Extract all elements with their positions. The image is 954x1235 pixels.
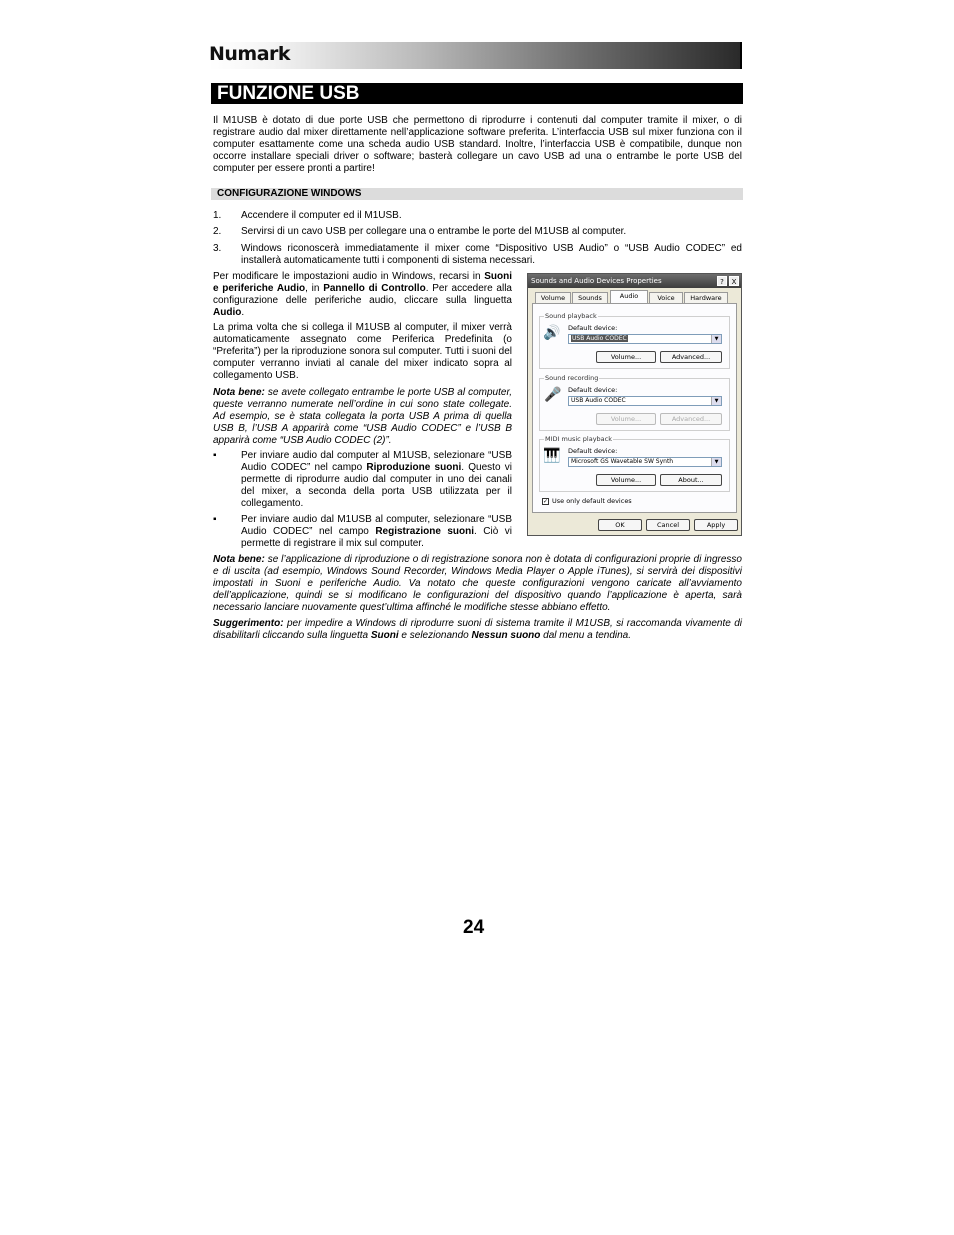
speaker-icon: 🔊 [543, 325, 561, 341]
recording-volume-button[interactable]: Volume... [596, 413, 656, 425]
sounds-audio-dialog [527, 273, 742, 536]
chevron-down-icon: ▼ [711, 458, 721, 466]
playback-group [539, 312, 730, 369]
tab-hardware[interactable]: Hardware [684, 292, 728, 303]
close-icon[interactable]: X [729, 276, 739, 286]
page-number: 24 [463, 917, 485, 938]
only-default-checkbox[interactable]: ✓ [543, 498, 549, 505]
only-default-label: Use only default devices [552, 497, 632, 505]
bullet-2-text: Per inviare audio dal M1USB al computer, selezionare “USB Audio CODEC” nel campo Registrazione suoni. Ciò vi permette di registrare il mix sul computer. [241, 514, 512, 549]
header-bar [209, 42, 742, 69]
step-1-text: Accendere il computer ed il M1USB. [241, 210, 402, 221]
midi-group [539, 435, 730, 492]
page-title: FUNZIONE USB [211, 83, 743, 104]
midi-group-label: MIDI music playback [545, 435, 613, 443]
microphone-icon: 🎤 [544, 387, 562, 403]
audio-tab-panel [532, 303, 737, 513]
tab-audio[interactable]: Audio [610, 290, 648, 304]
tab-sounds[interactable]: Sounds [572, 292, 608, 303]
apply-button[interactable]: Apply [694, 519, 738, 531]
ok-button[interactable]: OK [598, 519, 642, 531]
settings-paragraph: Per modificare le impostazioni audio in Windows, recarsi in Suoni e periferiche Audio, in Pannello di Controllo. Per accedere alla configurazione delle periferiche audio, cliccare sulla linguetta Audio. [213, 271, 512, 318]
dialog-title: Sounds and Audio Devices Properties [531, 277, 662, 285]
playback-device-select[interactable]: USB Audio CODEC ▼ [568, 334, 722, 344]
midi-about-button[interactable]: About... [660, 474, 722, 486]
playback-volume-button[interactable]: Volume... [596, 351, 656, 363]
intro-paragraph: Il M1USB è dotato di due porte USB che permettono di riprodurre i contenuti dal computer tramite il mixer, o di registrare audio dal mixer direttamente nell’applicazione software preferita. L’interfaccia USB sul mixer funziona con il computer esattamente come una scheda audio USB standard. Inoltre, l’interfaccia USB è compatibile, dunque non occorre installare speciali driver o software; basterà collegare un cavo USB ad una o entrambe le porte USB del computer per essere pronti a partire! [213, 115, 742, 174]
tab-voice[interactable]: Voice [649, 292, 683, 303]
first-connection-paragraph: La prima volta che si collega il M1USB al computer, il mixer verrà automaticamente assegnato come Periferica Predefinita (o “Preferita”) per la riproduzione sonora sul computer. Tutti i suoni del computer verranno inviati al canale del mixer indicato sopra al collegamento USB. [213, 322, 512, 381]
chevron-down-icon: ▼ [711, 397, 721, 405]
recording-advanced-button[interactable]: Advanced... [660, 413, 722, 425]
recording-group-label: Sound recording [545, 374, 599, 382]
tab-volume[interactable]: Volume [535, 292, 571, 303]
recording-device-select[interactable]: USB Audio CODEC ▼ [568, 396, 722, 406]
step-1-number: 1. [213, 210, 222, 221]
midi-volume-button[interactable]: Volume... [596, 474, 656, 486]
step-3-text: Windows riconoscerà immediatamente il mixer come “Dispositivo USB Audio” o “USB Audio CODEC” ed installerà automaticamente tutti i componenti di sistema necessari. [241, 243, 742, 266]
bullet-1-text: Per inviare audio dal computer al M1USB, selezionare “USB Audio CODEC” nel campo Riproduzione suoni. Questo vi permette di riprodurre audio dal computer in uno dei canali del mixer, a seconda della porta USB utilizzata per il collegamento. [241, 450, 512, 509]
chevron-down-icon: ▼ [711, 335, 721, 343]
midi-keyboard-icon: 🎹 [543, 448, 561, 464]
bullet-1-mark: ▪ [213, 450, 217, 461]
tip-paragraph: Suggerimento: per impedire a Windows di riprodurre suoni di sistema tramite il M1USB, si raccomanda vivamente di disabilitarli cliccando sulla linguetta Suoni e selezionando Nessun suono dal menu a tendina. [213, 618, 742, 641]
help-icon[interactable]: ? [717, 276, 727, 286]
cancel-button[interactable]: Cancel [646, 519, 690, 531]
midi-default-label: Default device: [568, 447, 618, 455]
playback-default-label: Default device: [568, 324, 618, 332]
step-2-text: Servirsi di un cavo USB per collegare una o entrambe le porte del M1USB al computer. [241, 226, 627, 237]
numark-logo: Numark [209, 43, 291, 65]
bullet-2-mark: ▪ [213, 514, 217, 525]
step-2-number: 2. [213, 226, 222, 237]
dialog-titlebar [528, 274, 741, 288]
section-heading: CONFIGURAZIONE WINDOWS [211, 188, 743, 200]
recording-group [539, 374, 730, 431]
recording-default-label: Default device: [568, 386, 618, 394]
note-paragraph-2: Nota bene: se l’applicazione di riproduzione o di registrazione sonora non è dotata di configurazioni proprie di ingresso e di uscita (ad esempio, Windows Sound Recorder, Windows Media Player o Apple iTunes), si servirà dei dispositivi impostati in Suoni e periferiche Audio. Va notato che queste configurazioni vengono caricate all’avviamento dell’applicazione, quindi se si modificano le configurazioni del dispositivo quando l’applicazione è aperta, sarà necessario lanciare nuovamente quest’ultima affinché le modifiche stesse abbiano effetto. [213, 554, 742, 613]
midi-device-select[interactable]: Microsoft GS Wavetable SW Synth ▼ [568, 457, 722, 467]
note-paragraph-1: Nota bene: se avete collegato entrambe le porte USB al computer, queste verranno numerate nell’ordine in cui sono state collegate. Ad esempio, se è stata collegata la porta USB A prima di quella USB B, l’USB A apparirà come “USB Audio CODEC” e l’USB B apparirà come “USB Audio CODEC (2)”. [213, 387, 512, 446]
step-3-number: 3. [213, 243, 222, 254]
playback-advanced-button[interactable]: Advanced... [660, 351, 722, 363]
playback-group-label: Sound playback [545, 312, 597, 320]
